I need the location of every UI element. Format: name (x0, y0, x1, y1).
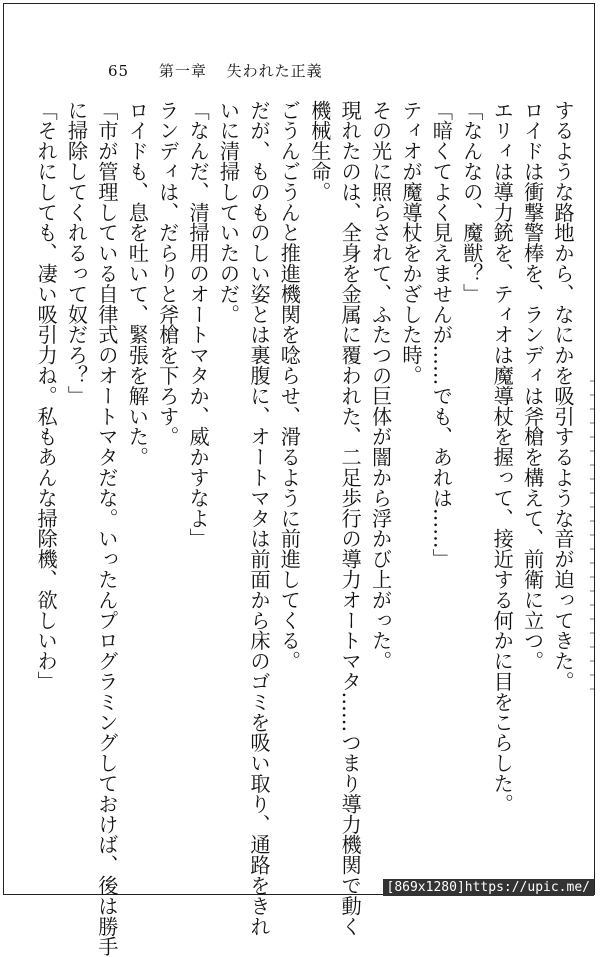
running-head (108, 60, 323, 81)
page-number: 65 (108, 62, 130, 80)
text-line-4: 「なんなの、魔獣？」 (459, 100, 484, 304)
chapter-title: 失われた正義 (226, 62, 323, 80)
text-line-17: に掃除してくれるって奴だろ？」 (64, 100, 89, 406)
text-line-15: ロイドも、息を吐いて、緊張を解いた。 (125, 100, 150, 468)
watermark: [869x1280]https://upic.me/ (383, 879, 595, 896)
text-line-8: 現れたのは、全身を金属に覆われた、二足歩行の導力オートマタ……つまり導力機関で動く (338, 100, 363, 937)
text-line-3: エリィは導力銃を、ティオは魔導杖を握って、接近する何かに目をこらした。 (490, 100, 515, 814)
scan-edge-marks (590, 380, 594, 700)
text-line-12: いに清掃していたのだ。 (216, 100, 241, 325)
text-line-7: その光に照らされて、ふたつの巨体が闇から浮かび上がった。 (368, 100, 393, 672)
text-line-11: だが、ものものしい姿とは裏腹に、オートマタは前面から床のゴミを吸い取り、通路をきれ (246, 100, 271, 937)
text-line-5: 「暗くてよく見えませんが……でも、あれは……」 (429, 100, 454, 570)
text-line-16: 「市が管理している自律式のオートマタだな。いったんプログラミングしておけば、後は勝手 (94, 100, 119, 957)
text-line-13: 「なんだ、清掃用のオートマタか、威かすなよ」 (186, 100, 211, 549)
text-line-18: 「それにしても、凄い吸引力ね。私もあんな掃除機、欲しいわ」 (34, 100, 59, 692)
text-line-6: ティオが魔導杖をかざした時。 (398, 100, 423, 386)
chapter-label: 第一章 (158, 62, 207, 80)
text-line-9: 機械生命。 (307, 100, 332, 202)
text-line-1: するような路地から、なにかを吸引するような音が迫ってきた。 (551, 100, 575, 692)
text-line-10: ごうんごうんと推進機関を唸らせ、滑るように前進してくる。 (277, 100, 302, 672)
text-line-14: ランディは、だらりと斧槍を下ろす。 (155, 100, 180, 447)
text-line-2: ロイドは衝撃警棒を、ランディは斧槍を構えて、前衛に立つ。 (520, 100, 545, 672)
